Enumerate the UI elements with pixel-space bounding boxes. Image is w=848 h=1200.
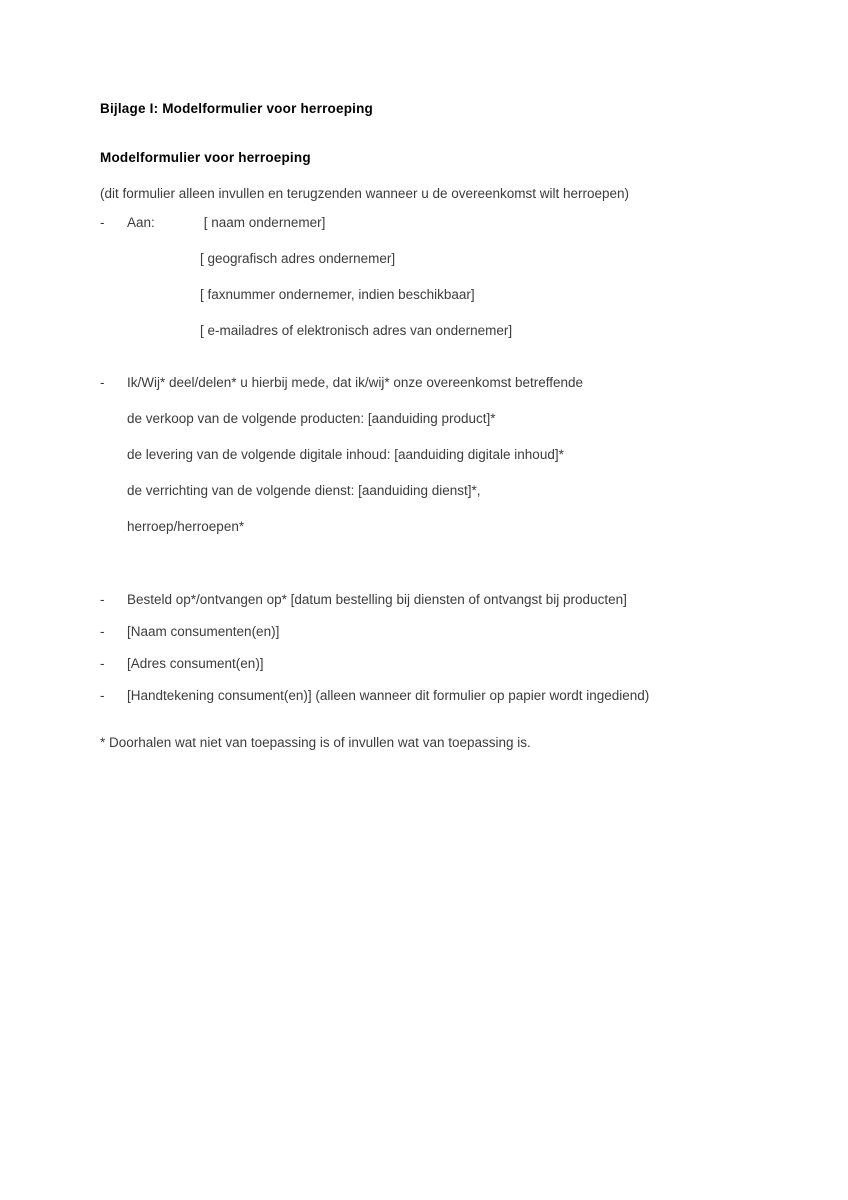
detail-text: [Handtekening consument(en)] (alleen wanneer dit formulier op papier wordt ingediend) xyxy=(127,688,650,703)
bullet-dash: - xyxy=(100,688,105,703)
addressee-line: [ geografisch adres ondernemer] xyxy=(200,251,396,266)
addressee-item xyxy=(100,214,800,231)
declaration-line: herroep/herroepen* xyxy=(127,519,245,534)
addressee-line: [ naam ondernemer] xyxy=(203,215,326,230)
detail-text: [Adres consument(en)] xyxy=(127,656,264,671)
declaration-line: de verrichting van de volgende dienst: [aanduiding dienst]*, xyxy=(127,483,481,498)
detail-item xyxy=(100,655,800,672)
bullet-dash: - xyxy=(100,656,105,671)
document-title: Bijlage I: Modelformulier voor herroeping xyxy=(100,101,373,116)
detail-item xyxy=(100,687,800,704)
form-title: Modelformulier voor herroeping xyxy=(100,150,311,165)
declaration-line: de verkoop van de volgende producten: [aanduiding product]* xyxy=(127,411,496,426)
bullet-dash: - xyxy=(100,215,105,230)
footnote: * Doorhalen wat niet van toepassing is of invullen wat van toepassing is. xyxy=(100,735,531,750)
document-content xyxy=(100,0,800,751)
addressee-line: [ faxnummer ondernemer, indien beschikbaar] xyxy=(200,287,475,302)
addressee-label: Aan: xyxy=(127,215,155,230)
bullet-dash: - xyxy=(100,375,105,390)
detail-item xyxy=(100,623,800,640)
addressee-line: [ e-mailadres of elektronisch adres van ondernemer] xyxy=(200,323,513,338)
intro-note: (dit formulier alleen invullen en terugzenden wanneer u de overeenkomst wilt herroepen) xyxy=(100,186,630,201)
detail-item xyxy=(100,591,800,608)
bullet-dash: - xyxy=(100,624,105,639)
bullet-dash: - xyxy=(100,592,105,607)
detail-text: Besteld op*/ontvangen op* [datum bestelling bij diensten of ontvangst bij producten] xyxy=(127,592,627,607)
declaration-item xyxy=(100,374,800,391)
declaration-opening: Ik/Wij* deel/delen* u hierbij mede, dat ik/wij* onze overeenkomst betreffende xyxy=(127,375,584,390)
detail-text: [Naam consumenten(en)] xyxy=(127,624,280,639)
declaration-line: de levering van de volgende digitale inhoud: [aanduiding digitale inhoud]* xyxy=(127,447,564,462)
